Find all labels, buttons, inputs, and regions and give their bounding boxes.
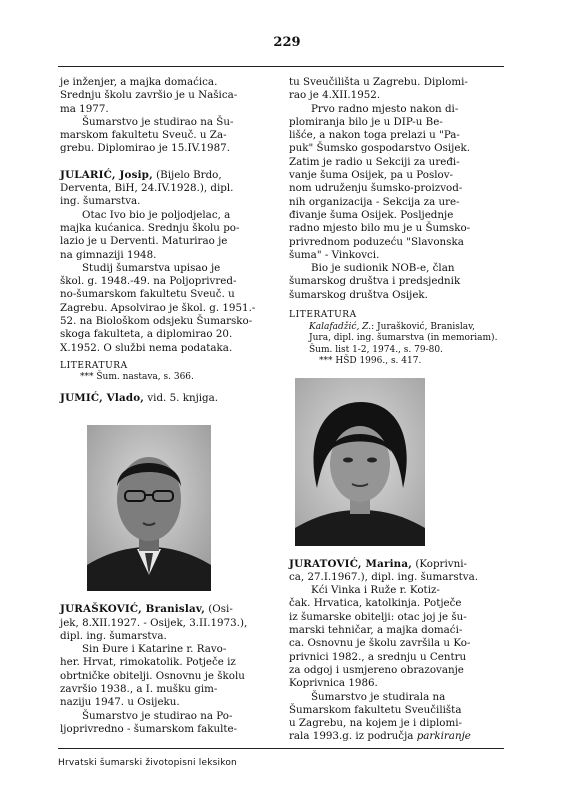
- literature-block: [289, 310, 503, 368]
- text-line: privnici 1982., a srednju u Centru: [289, 650, 467, 663]
- text-line: Sin Đure i Katarine r. Ravo-: [82, 643, 227, 656]
- text-line: Kći Vinka i Ruže r. Kotiz-: [311, 584, 440, 597]
- text-line: u Zagrebu, na kojem je i diplomi-: [289, 717, 463, 730]
- text-line: vanje šuma Osijek, pa u Poslov-: [289, 169, 454, 182]
- text-line: naziju 1947. u Osijeku.: [60, 696, 180, 709]
- text-line: ljoprivredno - šumarskom fakulte-: [60, 722, 238, 735]
- text-line: Zagrebu. Apsolvirao je škol. g. 1951.-: [60, 301, 256, 314]
- text-line: radno mjesto bilo mu je u Šumsko-: [289, 222, 471, 235]
- literature-item: Jura, dipl. ing. šumarstva (in memoriam).: [309, 333, 498, 344]
- entry-jularic-heading: [60, 169, 295, 182]
- right-column: [289, 76, 503, 744]
- text-line: tu Sveučilišta u Zagrebu. Diplomi-: [289, 76, 468, 88]
- text-line: šumarskog društva Osijek.: [289, 288, 428, 301]
- literature-item: : Jurašković, Branislav,: [371, 321, 476, 332]
- text-line: lazio je u Derventi. Maturirao je: [60, 235, 228, 248]
- literature-item: Šum. list 1-2, 1974., s. 79-80.: [309, 344, 443, 355]
- text-line: Šumarstvo je studirao na Šu-: [82, 115, 234, 128]
- text-line: dipl. ing. šumarstva.: [60, 629, 167, 642]
- footer-title: Hrvatski šumarski životopisni leksikon: [58, 758, 237, 768]
- text-line: za odgoj i usmjereno obrazovanje: [289, 663, 464, 676]
- text-fragment: parkiranje: [416, 730, 471, 743]
- text-line: ca. Osnovnu je školu završila u Ko-: [289, 637, 471, 650]
- text-line: čak. Hrvatica, katolkinja. Potječe: [289, 597, 462, 610]
- text-line: na gimnaziji 1948.: [60, 248, 157, 261]
- text-line: Šumarskom fakultetu Sveučilišta: [289, 703, 462, 716]
- literature-item: *** Šum. nastava, s. 366.: [80, 372, 194, 383]
- left-column: [60, 76, 295, 736]
- text-line: škol. g. 1948.-49. na Poljoprivred-: [60, 275, 237, 288]
- text-line: ca, 27.I.1967.), dipl. ing. šumarstva.: [289, 570, 478, 583]
- text-line: majka kućanica. Srednju školu po-: [60, 221, 240, 234]
- text-line: (Koprivni-: [415, 557, 467, 570]
- text-line: no-šumarskom fakultetu Sveuč. u: [60, 288, 235, 301]
- text-fragment: rala 1993.g. iz područja: [289, 730, 414, 743]
- footer-rule: [58, 748, 504, 749]
- text-line: privrednom poduzeću "Slavonska: [289, 235, 464, 248]
- text-line: iz šumarske obitelji: otac joj je šu-: [289, 610, 467, 623]
- entry-name: JURAŠKOVIĆ, Branislav,: [60, 603, 205, 616]
- text-line: Koprivnica 1986.: [289, 677, 378, 690]
- literature-author: Kalafadžić, Z.: [309, 321, 372, 332]
- header-rule: [58, 66, 504, 67]
- text-line: đivanje šuma Osijek. Posljednje: [289, 208, 454, 221]
- text-line: skoga fakulteta, a diplomirao 20.: [60, 328, 233, 341]
- text-line: nih organizacija - Sekcija za ure-: [289, 195, 460, 208]
- page-number: 229: [273, 35, 301, 50]
- entry-name: JUMIĆ, Vlado,: [60, 391, 145, 404]
- text-line: Otac Ivo bio je poljodjelac, a: [82, 208, 231, 221]
- text-line: rao je 4.XII.1952.: [289, 89, 381, 102]
- text-line: šumarskog društva i predsjednik: [289, 275, 461, 288]
- text-line: marski tehničar, a majka domaći-: [289, 624, 463, 637]
- portrait-photo-woman: [295, 378, 425, 546]
- text-line: završio 1938., a I. mušku gim-: [60, 683, 218, 696]
- entry-juraskovic-heading: [60, 603, 295, 616]
- text-line: X.1952. O službi nema podataka.: [60, 341, 233, 354]
- entry-name: JULARIĆ, Josip,: [60, 168, 153, 181]
- text-line: grebu. Diplomirao je 15.IV.1987.: [60, 142, 230, 155]
- text-line: [289, 730, 503, 743]
- text-line: Šumarstvo je studirala na: [311, 690, 446, 703]
- text-line: obrtničke obitelji. Osnovnu je školu: [60, 669, 245, 682]
- text-line: plomiranja bilo je u DIP-u Be-: [289, 115, 443, 128]
- literature-item: *** HŠD 1996., s. 417.: [319, 356, 422, 367]
- text-line: Prvo radno mjesto nakon di-: [311, 102, 459, 115]
- text-line: nom udruženju šumsko-proizvod-: [289, 182, 463, 195]
- text-line: šuma" - Vinkovci.: [289, 248, 380, 261]
- text-line: ing. šumarstva.: [60, 195, 141, 208]
- literature-heading: LITERATURA: [60, 360, 128, 371]
- text-line: Bio je sudionik NOB-e, član: [311, 262, 455, 275]
- text-line: Srednju školu završio je u Našica-: [60, 89, 238, 102]
- entry-name: JURATOVIĆ, Marina,: [289, 557, 413, 570]
- text-line: (Osi-: [208, 603, 233, 616]
- text-line: ma 1977.: [60, 102, 109, 115]
- text-line: marskom fakultetu Sveuč. u Za-: [60, 129, 227, 142]
- text-line: Zatim je radio u Sekciji za uređi-: [289, 155, 460, 168]
- text-line: her. Hrvat, rimokatolik. Potječe iz: [60, 656, 236, 669]
- text-line: Šumarstvo je studirao na Po-: [82, 709, 233, 722]
- literature-heading: LITERATURA: [289, 310, 357, 321]
- entry-jumic: [60, 392, 295, 405]
- entry-juratovic-heading: [289, 558, 503, 571]
- text-line: jek, 8.XII.1927. - Osijek, 3.II.1973.),: [60, 616, 248, 629]
- text-line: puk" Šumsko gospodarstvo Osijek.: [289, 142, 470, 155]
- text-line: lišće, a nakon toga prelazi u "Pa-: [289, 129, 460, 142]
- text-line: Derventa, BiH, 24.IV.1928.), dipl.: [60, 182, 234, 195]
- portrait-photo-man: [87, 425, 211, 591]
- text-line: vid. 5. knjiga.: [147, 391, 219, 404]
- text-line: 52. na Biološkom odsjeku Šumarsko-: [60, 315, 253, 328]
- text-line: (Bijelo Brdo,: [156, 168, 222, 181]
- text-line: Studij šumarstva upisao je: [82, 261, 221, 274]
- literature-block: [60, 361, 295, 384]
- text-line: je inženjer, a majka domaćica.: [60, 76, 218, 88]
